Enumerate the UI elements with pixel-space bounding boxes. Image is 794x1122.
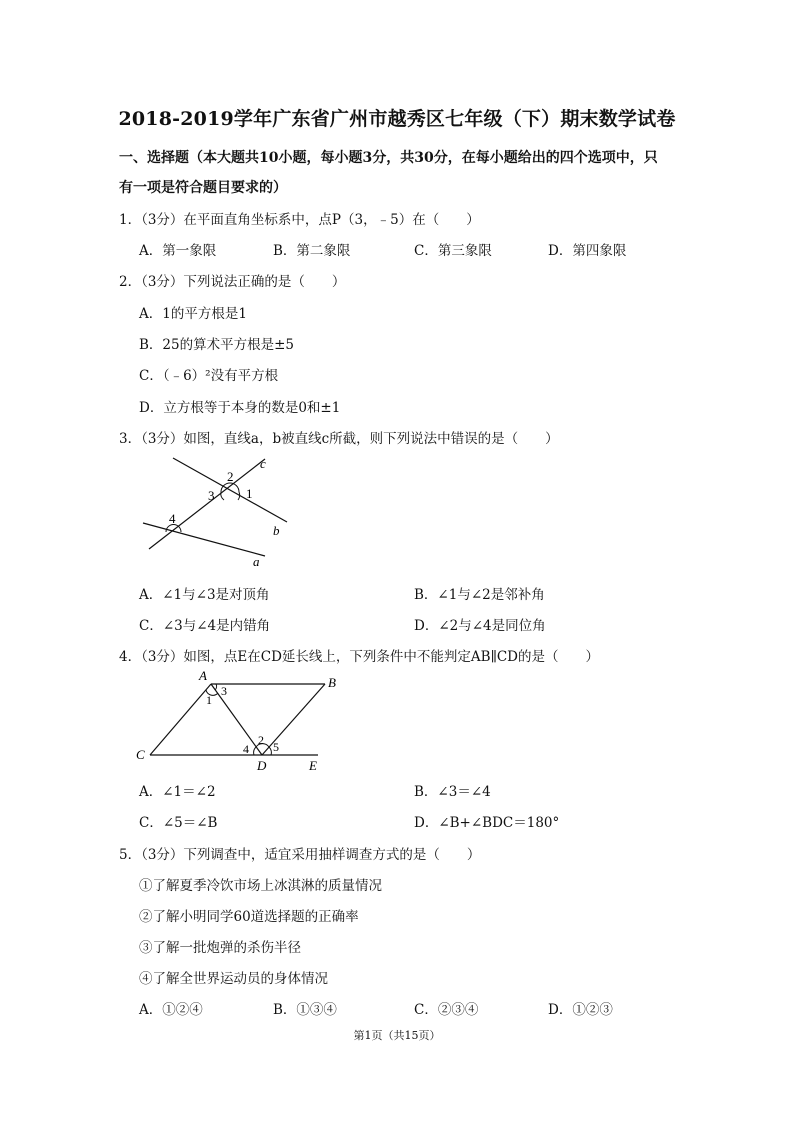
fig3-label-b: b xyxy=(273,523,280,538)
fig4-label-5: 5 xyxy=(273,740,279,754)
fig4-label-4: 4 xyxy=(243,742,249,756)
q2-option-b: B．25的算术平方根是±5 xyxy=(139,337,294,353)
q3-option-c: C．∠3与∠4是内错角 xyxy=(139,618,271,634)
q5-item-4: ④了解全世界运动员的身体情况 xyxy=(139,971,328,987)
q2-option-a: A．1的平方根是1 xyxy=(139,306,247,322)
q5-item-2: ②了解小明同学60道选择题的正确率 xyxy=(139,909,359,925)
q5-option-d: D．①②③ xyxy=(548,1002,613,1018)
angle-arc-3 xyxy=(215,684,217,690)
fig4-label-3: 3 xyxy=(221,684,227,698)
q2-option-d: D．立方根等于本身的数是0和±1 xyxy=(139,400,341,416)
fig4-label-1: 1 xyxy=(206,693,212,707)
q3-option-a: A．∠1与∠3是对顶角 xyxy=(139,587,270,603)
fig3-label-a: a xyxy=(253,554,260,569)
q2-option-c: C．（﹣6）²没有平方根 xyxy=(139,368,279,384)
fig4-label-D: D xyxy=(257,758,267,773)
line-b xyxy=(173,458,287,522)
question-1-stem: 1．（3分）在平面直角坐标系中，点P（3，﹣5）在（ ） xyxy=(119,212,480,228)
fig4-label-E: E xyxy=(309,758,317,773)
fig3-label-2: 2 xyxy=(227,469,234,484)
q5-item-3: ③了解一批炮弹的杀伤半径 xyxy=(139,940,301,956)
segment-ac xyxy=(150,684,211,755)
fig3-label-3: 3 xyxy=(208,488,215,503)
q1-option-c: C．第三象限 xyxy=(414,243,492,259)
q1-option-a: A．第一象限 xyxy=(139,243,217,259)
q5-item-1: ①了解夏季冷饮市场上冰淇淋的质量情况 xyxy=(139,878,382,894)
page-footer: 第1页（共15页） xyxy=(353,1029,441,1042)
fig4-label-A: A xyxy=(199,668,207,683)
question-2-stem: 2．（3分）下列说法正确的是（ ） xyxy=(119,274,346,290)
question-4-stem: 4．（3分）如图，点E在CD延长线上，下列条件中不能判定AB∥CD的是（ ） xyxy=(119,649,599,665)
page-title: 2018-2019学年广东省广州市越秀区七年级（下）期末数学试卷 xyxy=(118,108,676,130)
question-5-stem: 5．（3分）下列调查中，适宜采用抽样调查方式的是（ ） xyxy=(119,847,481,863)
q3-option-b: B．∠1与∠2是邻补角 xyxy=(414,587,545,603)
section-heading-line2: 有一项是符合题目要求的） xyxy=(119,180,287,196)
q3-figure xyxy=(135,452,295,572)
segment-bd xyxy=(262,684,325,755)
section-heading-line1: 一、选择题（本大题共10小题，每小题3分，共30分，在每小题给出的四个选项中，只 xyxy=(119,150,658,166)
q5-option-c: C．②③④ xyxy=(414,1002,479,1018)
q1-option-d: D．第四象限 xyxy=(548,243,627,259)
fig3-label-c: c xyxy=(260,456,266,471)
fig4-label-B: B xyxy=(328,675,336,690)
angle-arc-5 xyxy=(269,747,271,755)
q5-option-b: B．①③④ xyxy=(273,1002,337,1018)
fig3-label-4: 4 xyxy=(169,511,176,526)
segment-ad xyxy=(211,684,262,755)
q4-option-b: B．∠3＝∠4 xyxy=(414,784,491,800)
fig3-label-1: 1 xyxy=(246,486,253,501)
fig4-label-2: 2 xyxy=(258,733,264,747)
q4-figure xyxy=(132,667,336,775)
angle-arc-1 xyxy=(238,492,240,500)
q1-option-b: B．第二象限 xyxy=(273,243,351,259)
q5-option-a: A．①②④ xyxy=(139,1002,203,1018)
q4-option-a: A．∠1＝∠2 xyxy=(139,784,216,800)
q4-option-d: D．∠B+∠BDC＝180° xyxy=(414,815,560,831)
q4-option-c: C．∠5＝∠B xyxy=(139,815,218,831)
angle-arc-4 xyxy=(254,747,256,755)
fig4-label-C: C xyxy=(136,747,145,762)
angle-arc-3 xyxy=(221,492,224,500)
q3-option-d: D．∠2与∠4是同位角 xyxy=(414,618,546,634)
line-c xyxy=(149,459,265,549)
question-3-stem: 3．（3分）如图，直线a，b被直线c所截，则下列说法中错误的是（ ） xyxy=(119,431,559,447)
